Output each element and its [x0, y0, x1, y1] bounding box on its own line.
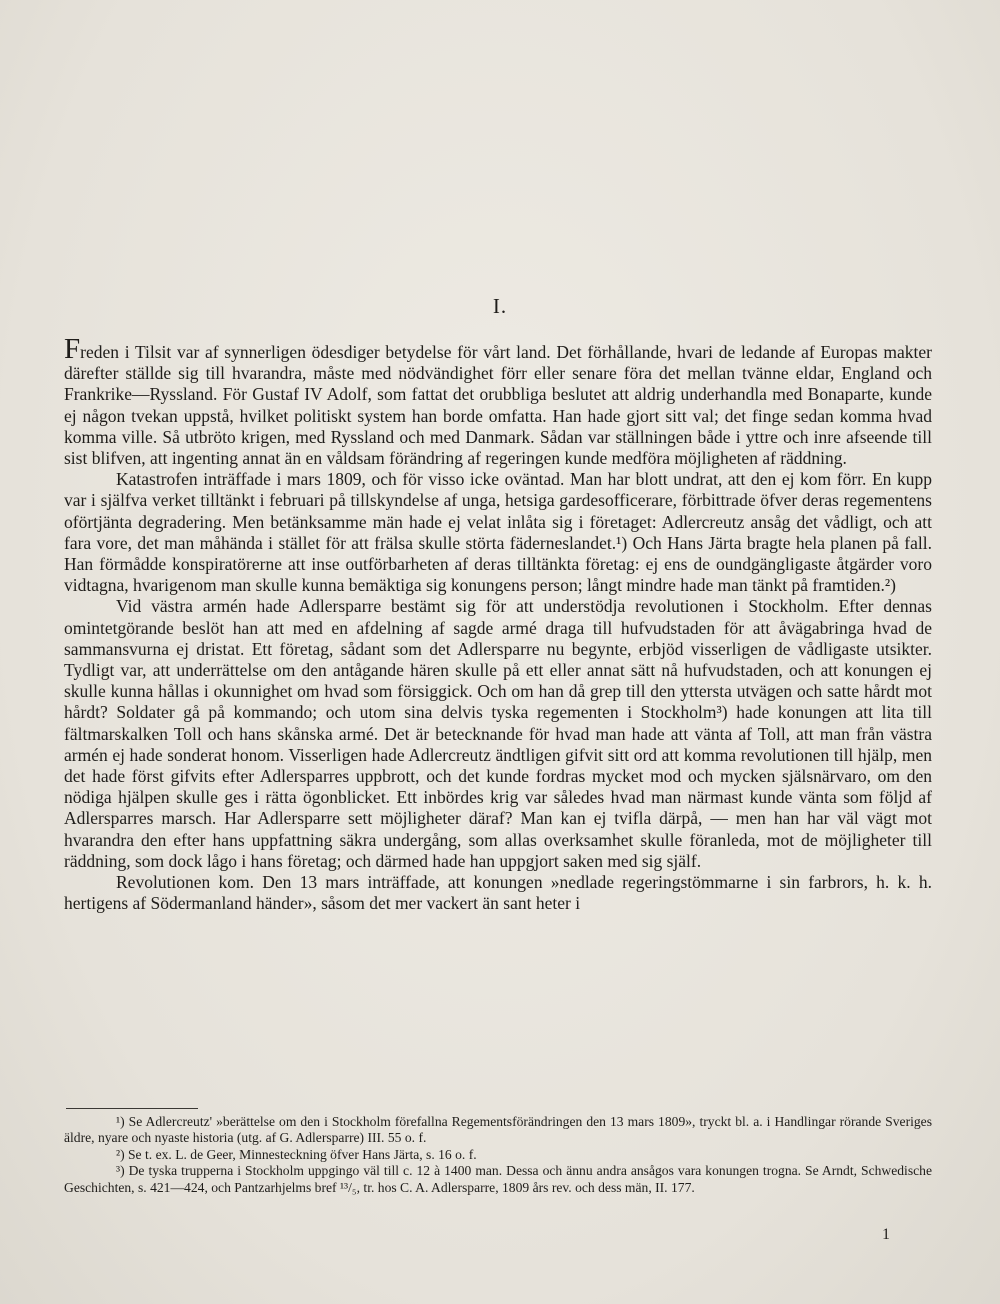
- page-number: 1: [882, 1226, 890, 1243]
- footnote-3: ³) De tyska trupperna i Stockholm uppgingo väl till c. 12 à 1400 man. Dessa och ännu andra ansågos vara konungen trogna. Se Arndt, Schwedische Geschichten, s. 421—424, och Pantzarhjelms bref ¹³/₅, tr. hos C. A. Adlersparre, 1809 års rev. och dess män, II. 177.: [64, 1163, 932, 1195]
- paragraph-1-text: reden i Tilsit var af synnerligen ödesdiger betydelse för vårt land. Det förhållande, hvari de ledande af Europas makter därefter ställde sig till hvarandra, måste med nödvändighet förr eller senare föra det mellan tvänne eldar, England och Frankrike—Ryssland. För Gustaf IV Adolf, som fattat det orubbliga beslutet att aldrig underhandla med Bonaparte, kunde ej någon tvekan uppstå, hvilket politiskt system han borde omfatta. Han hade gjort sitt val; det finge sedan komma hvad komma ville. Så utbröto krigen, med Ryssland och med Danmark. Sådan var ställningen både i yttre och inre afseende till sist blifven, att ingenting annat än en våldsam förändring af regeringen kunde medföra möjligheten af räddning.: [64, 342, 932, 469]
- main-text: [64, 333, 932, 914]
- footnote-1: ¹) Se Adlercreutz' »berättelse om den i Stockholm förefallna Regementsförändringen den 13 mars 1809», tryckt bl. a. i Handlingar rörande Sveriges äldre, nyare och nyaste historia (utg. af G. Adlersparre) III. 55 o. f.: [64, 1114, 932, 1146]
- footnote-separator: [66, 1108, 198, 1109]
- paragraph-3: Vid västra armén hade Adlersparre bestämt sig för att understödja revolutionen i Stockholm. Efter dennas omintetgörande beslöt han att med en afdelning af sagde armé draga till hufvudstaden för att åvägabringa hvad de sammansvurna ej dristat. Ett företag, sådant som det Adlersparre nu begynte, erbjöd visserligen de vådligaste utsikter. Tydligt var, att underrättelse om den antågande hären skulle på ett eller annat sätt nå hufvudstaden, och att konungen ej skulle kunna hållas i okunnighet om hvad som försiggick. Och om han då grep till den yttersta utvägen och satte hårdt mot hårdt? Soldater gå på kommando; och utom sina delvis tyska regementen i Stockholm³) hade konungen att lita till fältmarskalken Toll och hans skånska armé. Det är betecknande för hvad man hade att vänta af Toll, att man från västra armén ej hade sonderat honom. Visserligen hade Adlercreutz ändtligen gifvit sitt ord att komma revolutionen till hjälp, men det hade först gifvits efter Adlersparres uppbrott, och det kunde fordras mycket mod och mycken själsnärvaro, om den nödiga hjälpen skulle ges i rätta ögonblicket. Ett inbördes krig var således hvad man närmast kunde vänta som följd af Adlersparres marsch. Har Adlersparre sett möjligheter däraf? Man kan ej tvifla därpå, — men han har väl vägt mot hvarandra den efter hans uppfattning säkra undergång, som allas overksamhet skulle föranleda, mot de möjligheter till räddning, som dock lågo i hans företag; och därmed hade han uppgjort saken med sig själf.: [64, 596, 932, 871]
- footnote-2: ²) Se t. ex. L. de Geer, Minnesteckning öfver Hans Järta, s. 16 o. f.: [116, 1146, 477, 1162]
- paragraph-4: Revolutionen kom. Den 13 mars inträffade, att konungen »nedlade regeringstömmarne i sin farbrors, h. k. h. hertigens af Södermanland händer», såsom det mer vackert än sant heter i: [64, 872, 932, 914]
- footnotes: [64, 1114, 932, 1196]
- drop-cap: F: [64, 333, 81, 365]
- paragraph-2: Katastrofen inträffade i mars 1809, och för visso icke oväntad. Man har blott undrat, att den ej kom förr. En kupp var i själfva verket tilltänkt i februari på tillskyndelse af unga, hetsiga gardesofficerare, förbittrade öfver deras regementens oförtjänta degradering. Men betänksamme män hade ej velat inlåta sig i företaget: Adlercreutz ansåg det vådligt, och att fara vore, det man måhända i stället för att frälsa skulle störta fäderneslandet.¹) Och Hans Järta bragte hela planen på fall. Han förmådde konspiratörerne att inse outförbarheten af deras tilltänkta företag: ej ens de oundgängligaste åtgärder voro vidtagna, hvarigenom man skulle kunna bemäktiga sig konungens person; långt mindre hade man tänkt på framtiden.²): [64, 469, 932, 596]
- chapter-heading: I.: [492, 294, 508, 318]
- paragraph-1: [64, 333, 932, 469]
